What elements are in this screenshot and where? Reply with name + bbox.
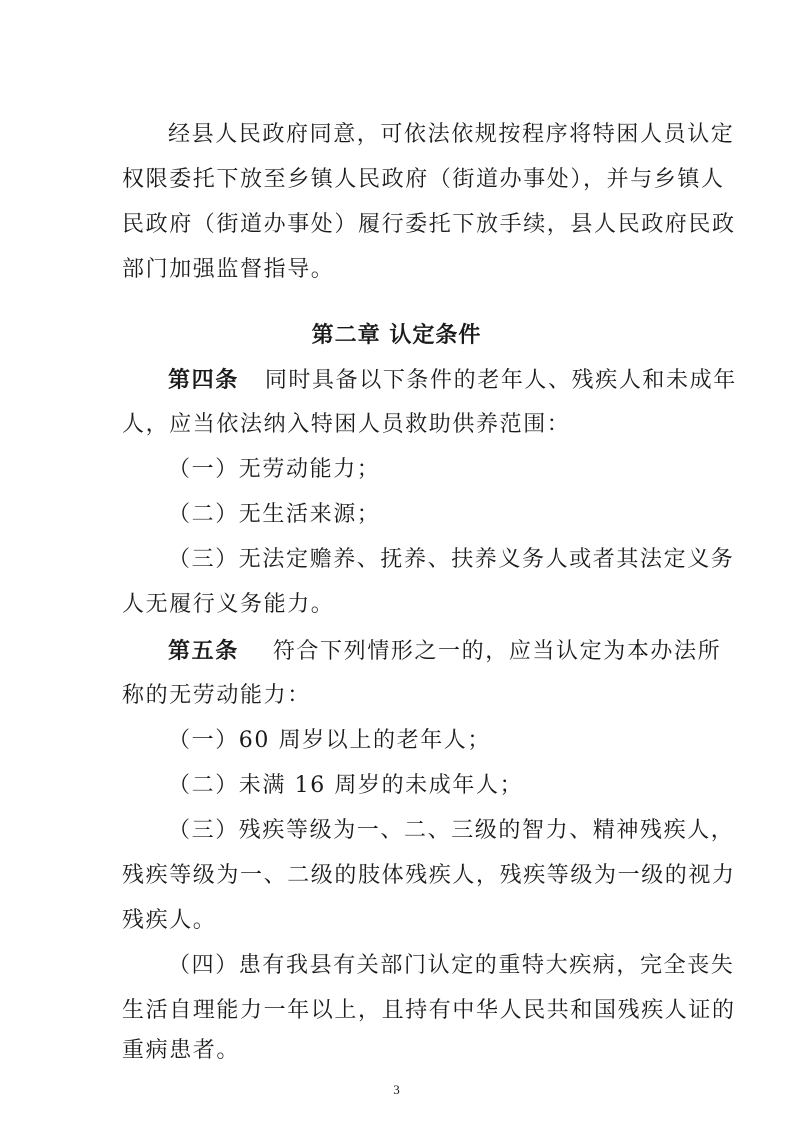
page-number: 3: [393, 1082, 400, 1097]
article-4-line-1: [168, 365, 737, 396]
paragraph-1-line-1: 经县人民政府同意，可依法依规按程序将特困人员认定: [168, 122, 735, 147]
article-4-item-1: （一）无劳动能力；: [168, 457, 381, 482]
article-4-text: 同时具备以下条件的老年人、残疾人和未成年: [264, 368, 737, 393]
article-5-item-3: （三）残疾等级为一、二、三级的智力、精神残疾人，: [168, 818, 735, 843]
article-5-text: 符合下列情形之一的，应当认定为本办法所: [272, 639, 722, 664]
paragraph-1-line-3: 民政府（街道办事处）履行委托下放手续，县人民政府民政: [122, 212, 736, 237]
article-4-item-3-cont: 人无履行义务能力。: [122, 592, 335, 617]
article-5-item-3-cont-2: 残疾人。: [122, 908, 217, 933]
article-5-item-4-line-1: （四）患有我县有关部门认定的重特大疾病，完全丧失: [168, 953, 735, 978]
article-5-item-4-line-3: 重病患者。: [122, 1038, 241, 1063]
article-5-line-2: 称的无劳动能力：: [122, 683, 311, 708]
article-5-item-1: （一）60 周岁以上的老年人；: [168, 728, 491, 753]
article-4-title: 第四条: [168, 367, 239, 393]
article-4-item-3: （三）无法定赡养、抚养、扶养义务人或者其法定义务: [168, 547, 735, 572]
paragraph-1-line-4: 部门加强监督指导。: [122, 257, 335, 282]
article-5-item-4-line-2: 生活自理能力一年以上，且持有中华人民共和国残疾人证的: [122, 998, 736, 1023]
article-5-item-3-cont-1: 残疾等级为一、二级的肢体残疾人，残疾等级为一级的视力: [122, 863, 736, 888]
article-4-line-2: 人，应当依法纳入特困人员救助供养范围：: [122, 412, 571, 437]
article-4-item-2: （二）无生活来源；: [168, 502, 381, 527]
chapter-heading: 第二章 认定条件: [311, 322, 482, 348]
article-5-item-2: （二）未满 16 周岁的未成年人；: [168, 773, 524, 798]
article-5-line-1: [168, 636, 721, 667]
paragraph-1-line-2: 权限委托下放至乡镇人民政府（街道办事处），并与乡镇人: [122, 167, 725, 192]
article-5-title: 第五条: [168, 638, 239, 664]
